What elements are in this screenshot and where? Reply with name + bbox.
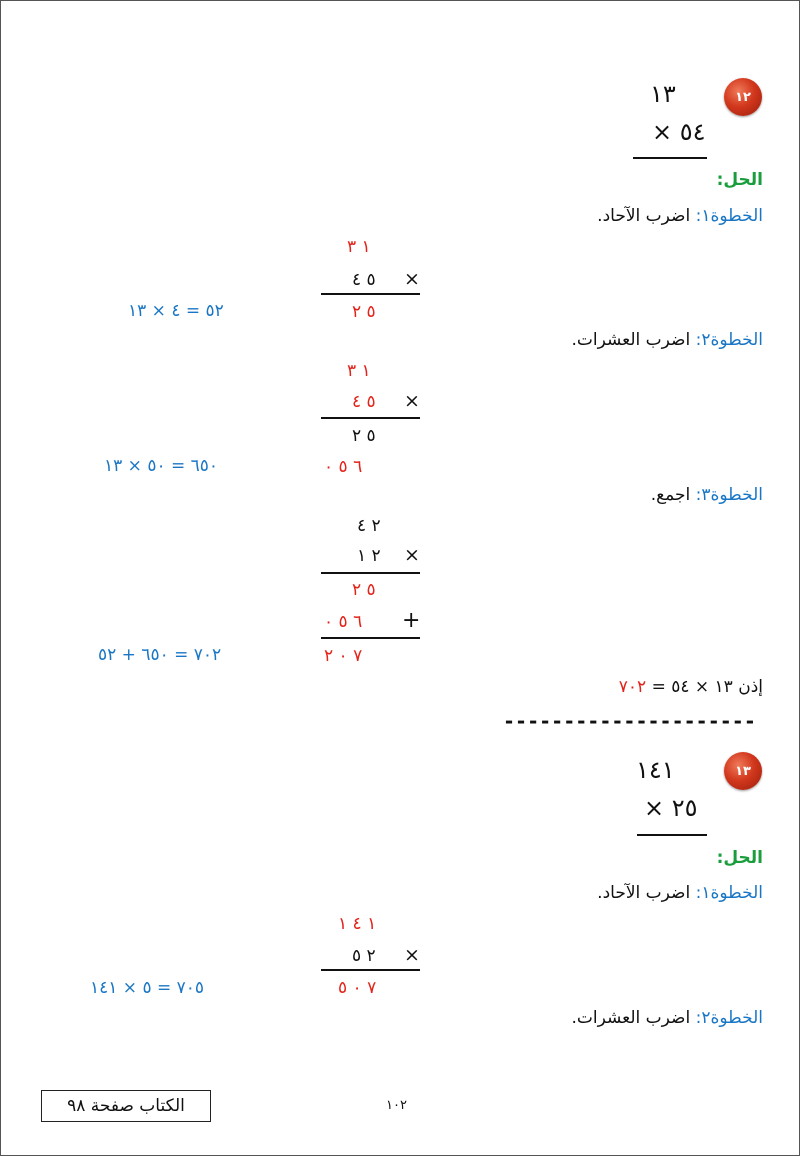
step3-line: [651, 485, 763, 505]
calc-row2: ٦ ٥ ٠: [324, 612, 363, 632]
calc-multiplier: ٥ ٤: [352, 270, 376, 290]
conclusion-answer: ٧٠٢: [618, 677, 647, 697]
step2-line: [571, 330, 763, 350]
step-text: اضرب الآحاد.: [597, 883, 691, 903]
step-label: الخطوة٢:: [695, 1008, 763, 1028]
times-sign: ×: [404, 544, 420, 566]
step-label: الخطوة٢:: [695, 330, 763, 350]
calc-note: ٥٢ = ٤ × ١٣: [128, 301, 224, 321]
calc-rule: [321, 417, 420, 419]
problem-bottom-number: ٥٤ ×: [652, 118, 706, 146]
problem-number-badge: ١٣: [724, 752, 762, 790]
step-text: اضرب العشرات.: [571, 1008, 691, 1028]
calc-result: ٧ ٠ ٢: [324, 646, 363, 666]
book-reference-text: الكتاب صفحة ٩٨: [67, 1096, 185, 1116]
plus-sign: +: [402, 608, 421, 633]
step1-line: [597, 883, 763, 903]
calc-multiplier: ٢ ١: [357, 546, 381, 566]
calc-rule: [321, 572, 420, 574]
calc-row1: ٥ ٢: [352, 580, 376, 600]
calc-multiplier: ٢ ٥: [352, 946, 376, 966]
calc-top: ٢ ٤: [357, 516, 381, 536]
problem-top-number: ١٣: [650, 80, 676, 108]
calc-result: ٥ ٢: [352, 302, 376, 322]
section-separator: ---------------------: [503, 709, 756, 733]
calc-note: ٦٥٠ = ٥٠ × ١٣: [104, 456, 219, 476]
problem-rule: [637, 834, 707, 836]
step-text: اضرب الآحاد.: [597, 206, 691, 226]
conclusion-line: [619, 677, 763, 697]
solution-label: الحل:: [716, 170, 763, 190]
calc-top: ١ ٤ ١: [338, 914, 377, 934]
step-text: اجمع.: [650, 485, 691, 505]
calc-rule: [321, 637, 420, 639]
calc-rule: [321, 293, 420, 295]
times-sign: ×: [404, 944, 420, 966]
times-sign: ×: [404, 390, 420, 412]
calc-top: ١ ٣: [347, 237, 371, 257]
conclusion-text: إذن ١٣ × ٥٤ =: [651, 677, 763, 697]
step2-line: [571, 1008, 763, 1028]
times-sign: ×: [404, 268, 420, 290]
calc-note: ٧٠٢ = ٦٥٠ + ٥٢: [98, 645, 222, 665]
problem-number-badge: ١٢: [724, 78, 762, 116]
step-label: الخطوة١:: [695, 883, 763, 903]
calc-rule: [321, 969, 420, 971]
step-label: الخطوة٣:: [695, 485, 763, 505]
calc-note: ٧٠٥ = ٥ × ١٤١: [90, 978, 205, 998]
solution-label: الحل:: [716, 848, 763, 868]
page-number: ١٠٢: [386, 1098, 407, 1113]
step-text: اضرب العشرات.: [571, 330, 691, 350]
calc-partial: ٥ ٢: [352, 426, 376, 446]
step-label: الخطوة١:: [695, 206, 763, 226]
step1-line: [597, 206, 763, 226]
calc-result: ٧ ٠ ٥: [338, 978, 377, 998]
book-reference-box: [41, 1090, 211, 1122]
problem-bottom-number: ٢٥ ×: [644, 794, 698, 822]
calc-result: ٦ ٥ ٠: [324, 457, 363, 477]
calc-multiplier: ٥ ٤: [352, 392, 376, 412]
problem-rule: [633, 157, 707, 159]
calc-top: ١ ٣: [347, 361, 371, 381]
problem-top-number: ١٤١: [636, 756, 675, 784]
